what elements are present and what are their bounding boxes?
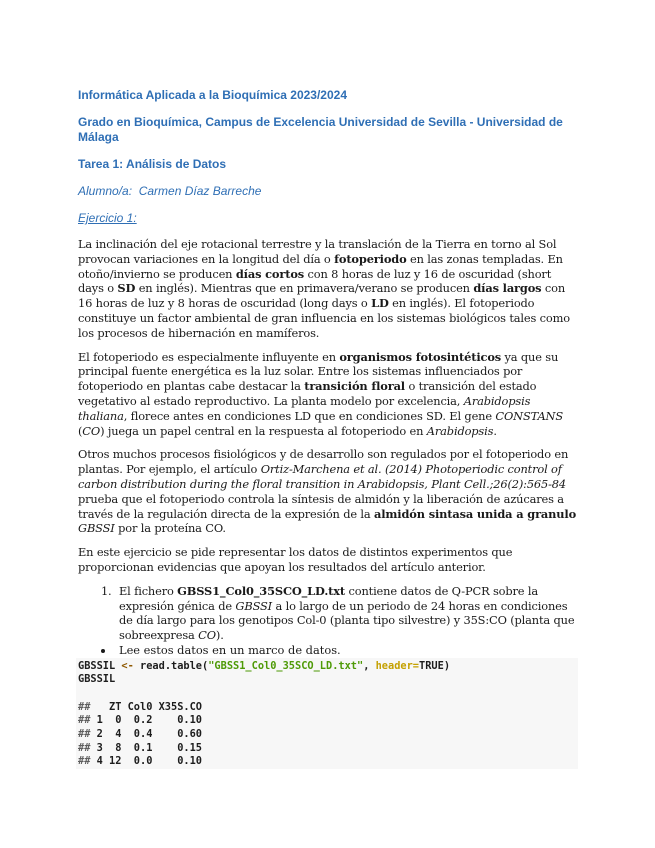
paragraph-exercise-intro: En este ejercicio se pide representar los datos de distintos experimentos que proporcionan evidencias que apoyan los resultados del artículo anterior. <box>78 545 513 574</box>
bullet-list <box>78 643 578 658</box>
output-header: ## ZT Col0 X35S.CO <box>78 700 202 713</box>
task-item-1: 1. El fichero GBSS1_Col0_35SCO_LD.txt contiene datos de Q-PCR sobre la expresión génica de GBSSI a lo largo de un periodo de 24 horas en condiciones de día largo para los genotipos Col-0 (planta tipo silvestre) y 35S:CO (planta que sobreexpresa CO). <box>115 584 578 643</box>
output-block <box>76 701 578 769</box>
paragraph-photosynthetic: El fotoperiodo es especialmente influyente en organismos fotosintéticos ya que su principal fuente energética es la luz solar. Entre los sistemas influenciados por fotoperiodo en plantas cabe destacar la transición floral o transición del estado vegetativo al estado reproductivo. La planta modelo por excelencia, Arabidopsis thaliana, florece antes en condiciones LD que en condiciones SD. El gene CONSTANS (CO) juega un papel central en la respuesta al fotoperiodo en Arabidopsis. <box>78 349 564 438</box>
output-row: ## 2 4 0.4 0.60 <box>78 727 202 740</box>
bullet-item: • Lee estos datos en un marco de datos. <box>115 643 578 658</box>
code-line-2: GBSSIL <box>78 673 116 686</box>
author-line <box>78 184 578 199</box>
course-title: Informática Aplicada a la Bioquímica 2023/2024 <box>78 88 348 102</box>
author-label: Alumno/a: <box>78 184 133 198</box>
paragraph-article: Otros muchos procesos fisiológicos y de desarrollo son regulados por el fotoperiodo en plantas. Por ejemplo, el artículo Ortiz-Marchena et al. (2014) Photoperiodic control of carbon distribution during the floral transition in Arabidopsis, Plant Cell.;26(2):565-84 prueba que el fotoperiodo controla la síntesis de almidón y la liberación de azúcares a través de la regulación directa de la expresión de la almidón sintasa unida a granulo GBSSI por la proteína CO. <box>78 447 577 536</box>
exercise-heading: Ejercicio 1: <box>78 211 137 225</box>
degree-title: Grado en Bioquímica, Campus de Excelencia Universidad de Sevilla - Universidad de Málaga <box>78 115 563 144</box>
output-row: ## 3 8 0.1 0.15 <box>78 741 202 754</box>
task-list <box>78 584 578 643</box>
code-line-1: GBSSIL <- read.table("GBSS1_Col0_35SCO_LD.txt", header=TRUE) <box>78 659 451 672</box>
code-block <box>76 658 578 701</box>
document-page <box>78 88 578 769</box>
paragraph-photoperiod: La inclinación del eje rotacional terrestre y la translación de la Tierra en torno al Sol provocan variaciones en la longitud del día o fotoperiodo en las zonas templadas. En otoño/invierno se producen días cortos con 8 horas de luz y 16 de oscuridad (short days o SD en inglés). Mientras que en primavera/verano se producen días largos con 16 horas de luz y 8 horas de oscuridad (long days o LD en inglés). El fotoperiodo constituye un factor ambiental de gran influencia en los sistemas biológicos tales como los procesos de hibernación en mamíferos. <box>78 237 570 340</box>
output-row: ## 1 0 0.2 0.10 <box>78 714 202 727</box>
author-name: Carmen Díaz Barreche <box>138 184 262 198</box>
task-title: Tarea 1: Análisis de Datos <box>78 157 227 171</box>
output-row: ## 4 12 0.0 0.10 <box>78 755 202 768</box>
